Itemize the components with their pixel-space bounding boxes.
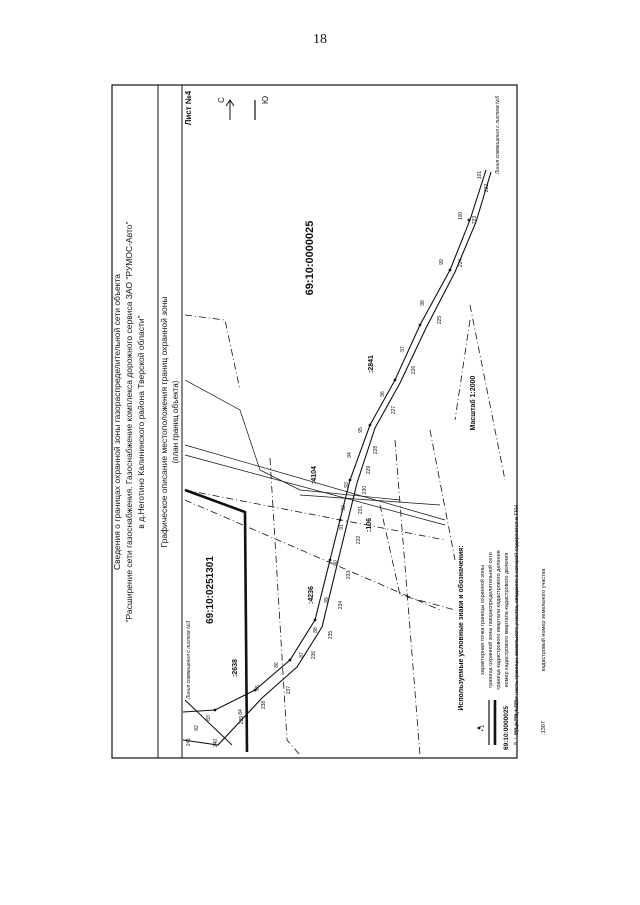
sheet-label: Лист №4	[184, 90, 193, 126]
legend-item-text-1: граница охранной зоны газораспределительной сети	[488, 552, 494, 688]
legend-item-text-0: характерная точка границы охранной зоны	[480, 565, 486, 675]
legend-item-symbol-5: :1397	[541, 721, 547, 735]
point-label-94: 94	[347, 452, 353, 458]
point-label-232: 232	[356, 535, 362, 545]
point-label-230: 230	[362, 485, 368, 495]
point-label-100: 100	[458, 211, 464, 221]
point-label-85: 85	[255, 685, 261, 691]
point-label-222: 222	[484, 183, 490, 193]
zone-points	[214, 219, 471, 712]
point-label-93: 93	[344, 482, 350, 488]
point-label-236: 236	[311, 650, 317, 660]
point-label-83: 83	[206, 715, 212, 721]
parcel-4236: :4236	[308, 586, 315, 604]
point-label-101: 101	[477, 170, 483, 180]
point-label-240: 240	[213, 738, 219, 748]
north-label: С	[217, 97, 226, 103]
section-title: Графическое описание местоположения границ охранной зоны	[159, 296, 169, 548]
point-label-231: 231	[358, 505, 364, 515]
legend-title: Используемые условные знаки и обозначения:	[458, 545, 465, 711]
legend-item-text-3: номер кадастрового квартала кадастрового деления	[504, 552, 510, 688]
header-line2: "Расширение сети газоснабжения. Газоснабжение комплекса дорожного сервиса ЗАО "РУМОС-Авто"	[124, 221, 134, 623]
point-label-99: 99	[439, 259, 445, 265]
point-label-224: 224	[458, 258, 464, 268]
point-label-91: 91	[339, 524, 345, 530]
header-line1: Сведения о границах охранной зоны газораспределительной сети объекта	[112, 273, 122, 571]
north-arrow-icon	[226, 100, 255, 120]
parcel-106: :106	[366, 517, 373, 533]
legend-item-text-5: кадастровый номер земельного участка	[541, 568, 547, 672]
legend-item-symbol-3: 69:10:0000025	[503, 705, 510, 751]
legend-item-symbol-0: • 1	[480, 724, 486, 732]
point-label-90: 90	[333, 560, 339, 566]
map-scale: Масштаб 1:2000	[470, 375, 477, 431]
point-label-227: 227	[391, 405, 397, 415]
legend-item-text-4: существующая часть границы земельного участка, сведения о которой содержатся в ГКН	[514, 505, 520, 735]
point-label-92: 92	[341, 505, 347, 511]
point-label-226: 226	[411, 365, 417, 375]
point-label-97: 97	[400, 346, 406, 352]
point-label-88: 88	[313, 627, 319, 633]
header-line3: в д.Неготино Калининского района Тверской области"	[136, 315, 146, 529]
page-number: 18	[313, 32, 327, 47]
section-subtitle: (план границ объекта)	[171, 380, 180, 464]
point-label-96: 96	[380, 391, 386, 397]
point-label-225: 225	[437, 315, 443, 325]
quarter-number-2: 69:10:0251301	[205, 556, 216, 624]
parcel-4104: :4104	[311, 466, 318, 484]
point-label-87: 87	[299, 652, 305, 658]
parcel-2841: :2841	[368, 355, 375, 373]
legend-item-text-2: граница кадастрового квартала кадастрового деления	[496, 550, 502, 690]
point-label-84: 84	[238, 709, 244, 715]
point-label-229: 229	[366, 465, 372, 475]
junction-top: Линия совмещения с листом №5	[495, 95, 501, 175]
point-label-233: 233	[346, 570, 352, 580]
point-label-237: 237	[286, 685, 292, 695]
junction-bottom: Линия совмещения с листом №3	[186, 620, 192, 700]
quarter-number-1: 69:10:0000025	[304, 220, 316, 296]
point-label-241: 241	[186, 737, 192, 747]
point-label-86: 86	[274, 662, 280, 668]
point-label-239: 239	[239, 715, 245, 725]
point-label-95: 95	[358, 427, 364, 433]
parcel-2638: :2638	[232, 659, 239, 677]
point-label-98: 98	[420, 300, 426, 306]
point-label-82: 82	[194, 725, 200, 731]
point-label-228: 228	[373, 445, 379, 455]
point-label-238: 238	[261, 700, 267, 710]
point-label-235: 235	[328, 630, 334, 640]
point-label-223: 223	[472, 215, 478, 225]
point-label-234: 234	[338, 600, 344, 610]
point-label-89: 89	[324, 597, 330, 603]
south-label: Ю	[261, 95, 270, 105]
